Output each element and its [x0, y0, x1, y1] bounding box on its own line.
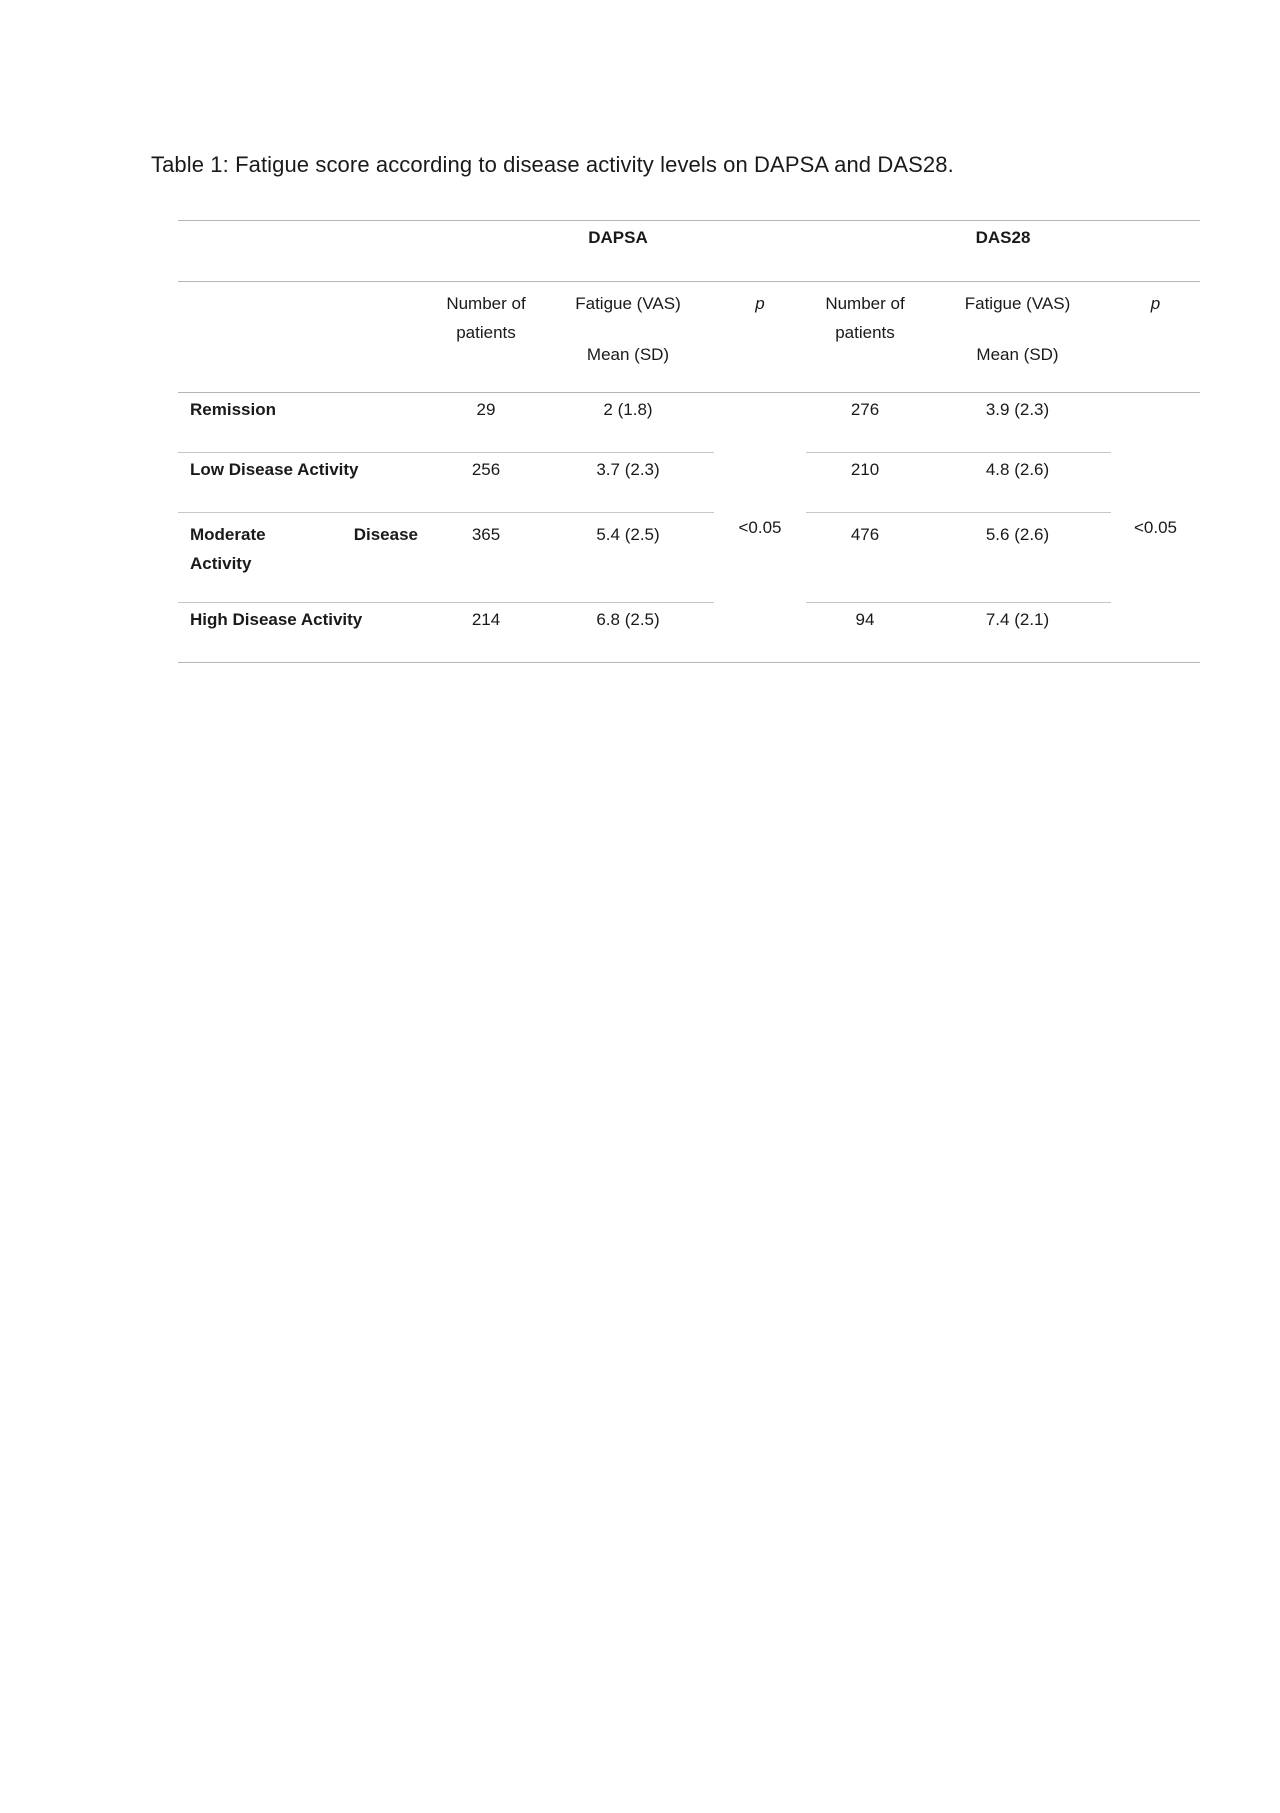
- fatigue-header-line2: Mean (SD): [976, 345, 1059, 364]
- das28-fatigue-cell: 5.6 (2.6): [924, 513, 1111, 603]
- dapsa-fatigue-cell: 2 (1.8): [603, 400, 653, 419]
- n-header-line1: Number of: [825, 294, 905, 313]
- p-label: p: [755, 294, 765, 313]
- row-label-word: Moderate: [190, 525, 266, 544]
- dapsa-fatigue-cell: 5.4 (2.5): [542, 513, 714, 603]
- das28-fatigue-cell: 3.9 (2.3): [985, 400, 1050, 419]
- dapsa-group-header: DAPSA: [588, 228, 648, 247]
- n-header-line1: Number of: [446, 294, 526, 313]
- das28-n-cell: 476: [806, 513, 924, 603]
- das28-n-header: [806, 282, 924, 393]
- sub-header-row: [178, 282, 1200, 393]
- dapsa-fatigue-header: [542, 282, 714, 393]
- das28-n-cell: 94: [806, 603, 924, 663]
- fatigue-header-line2: Mean (SD): [586, 345, 670, 364]
- row-label: High Disease Activity: [178, 603, 430, 663]
- dapsa-n-cell: 214: [430, 603, 542, 663]
- row-label-word: Disease: [353, 525, 418, 544]
- das28-fatigue-header: [924, 282, 1111, 393]
- group-header-row: [178, 221, 1200, 282]
- dapsa-fatigue-cell: 3.7 (2.3): [542, 453, 714, 513]
- empty-label-header: [178, 282, 430, 393]
- dapsa-n-cell: 29: [476, 400, 496, 419]
- table-row: [178, 453, 1200, 513]
- fatigue-header-line1: Fatigue (VAS): [575, 294, 681, 313]
- row-label: [178, 513, 430, 603]
- table-caption: Table 1: Fatigue score according to disease activity levels on DAPSA and DAS28.: [151, 152, 954, 177]
- fatigue-table: [178, 220, 1200, 663]
- table-row: [178, 393, 1200, 453]
- dapsa-n-header: [430, 282, 542, 393]
- fatigue-header-line1: Fatigue (VAS): [964, 294, 1071, 313]
- n-header-line2: patients: [456, 323, 516, 342]
- dapsa-n-cell: 256: [430, 453, 542, 513]
- das28-group-header: DAS28: [975, 228, 1031, 247]
- das28-p-cell: <0.05: [1133, 517, 1177, 537]
- das28-n-cell: 210: [806, 453, 924, 513]
- row-label: Remission: [190, 400, 276, 419]
- p-label: p: [1150, 294, 1161, 313]
- das28-p-header: [1111, 282, 1200, 393]
- table-row: [178, 513, 1200, 603]
- das28-fatigue-cell: 4.8 (2.6): [924, 453, 1111, 513]
- table-row: [178, 603, 1200, 663]
- das28-fatigue-cell: 7.4 (2.1): [924, 603, 1111, 663]
- dapsa-fatigue-cell: 6.8 (2.5): [542, 603, 714, 663]
- row-label-line1: [190, 520, 430, 549]
- empty-corner: [178, 221, 430, 282]
- dapsa-p-header: [714, 282, 806, 393]
- row-label: Low Disease Activity: [178, 453, 430, 513]
- row-label-line2: Activity: [190, 554, 252, 573]
- dapsa-p-cell: <0.05: [738, 517, 782, 537]
- das28-n-cell: 276: [850, 400, 880, 419]
- n-header-line2: patients: [835, 323, 895, 342]
- dapsa-n-cell: 365: [430, 513, 542, 603]
